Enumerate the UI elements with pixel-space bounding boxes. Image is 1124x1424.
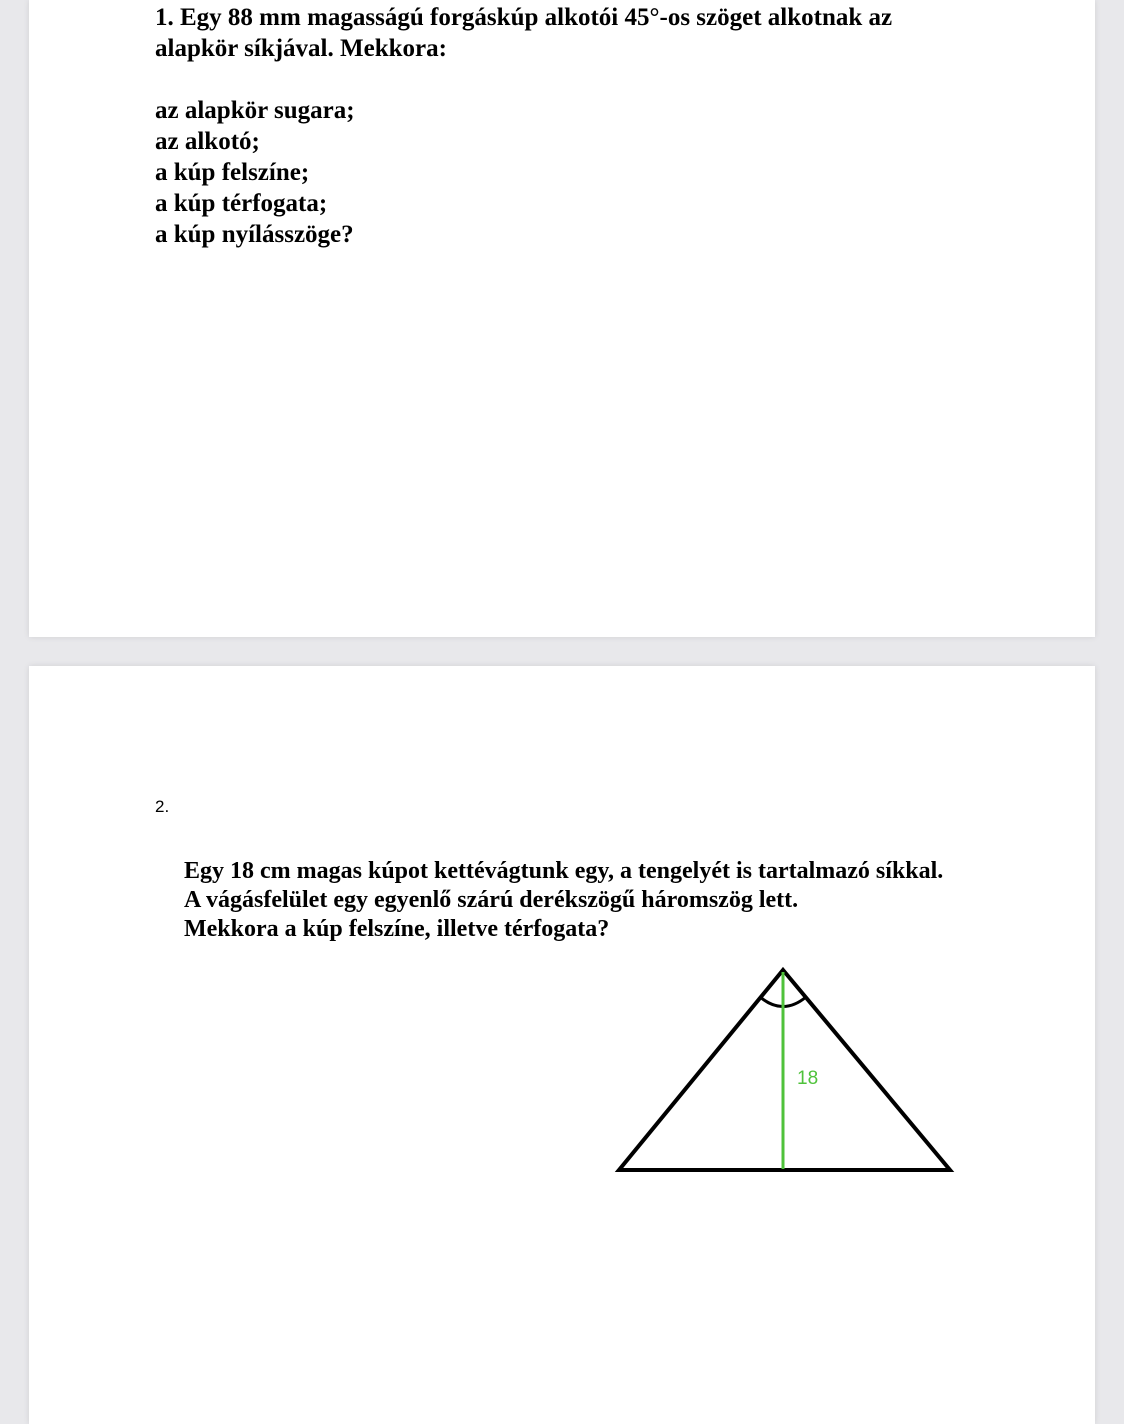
problem-2-statement-line: Egy 18 cm magas kúpot kettévágtunk egy, a tengelyét is tartalmazó síkkal.: [184, 858, 944, 884]
cone-cross-section-figure: [29, 666, 1095, 1424]
problem-1-statement-line-2: alapkör síkjával. Mekkora:: [155, 35, 447, 62]
problem-1: [155, 2, 1015, 250]
page-2: [29, 666, 1095, 1424]
question-item: a kúp felszíne;: [155, 159, 310, 186]
problem-2-number: 2.: [155, 797, 170, 816]
height-label: 18: [797, 1068, 819, 1089]
question-item: az alkotó;: [155, 128, 260, 155]
question-item: a kúp nyílásszöge?: [155, 221, 354, 248]
problem-2-statement-line: A vágásfelület egy egyenlő szárú derékszögű háromszög lett.: [184, 887, 799, 913]
question-item: az alapkör sugara;: [155, 97, 355, 124]
problem-1-statement-line-1: 1. Egy 88 mm magasságú forgáskúp alkotói 45°-os szöget alkotnak az: [155, 4, 893, 31]
page-1: [29, 0, 1095, 637]
problem-2-statement-line: Mekkora a kúp felszíne, illetve térfogata?: [184, 916, 610, 942]
question-item: a kúp térfogata;: [155, 190, 328, 217]
